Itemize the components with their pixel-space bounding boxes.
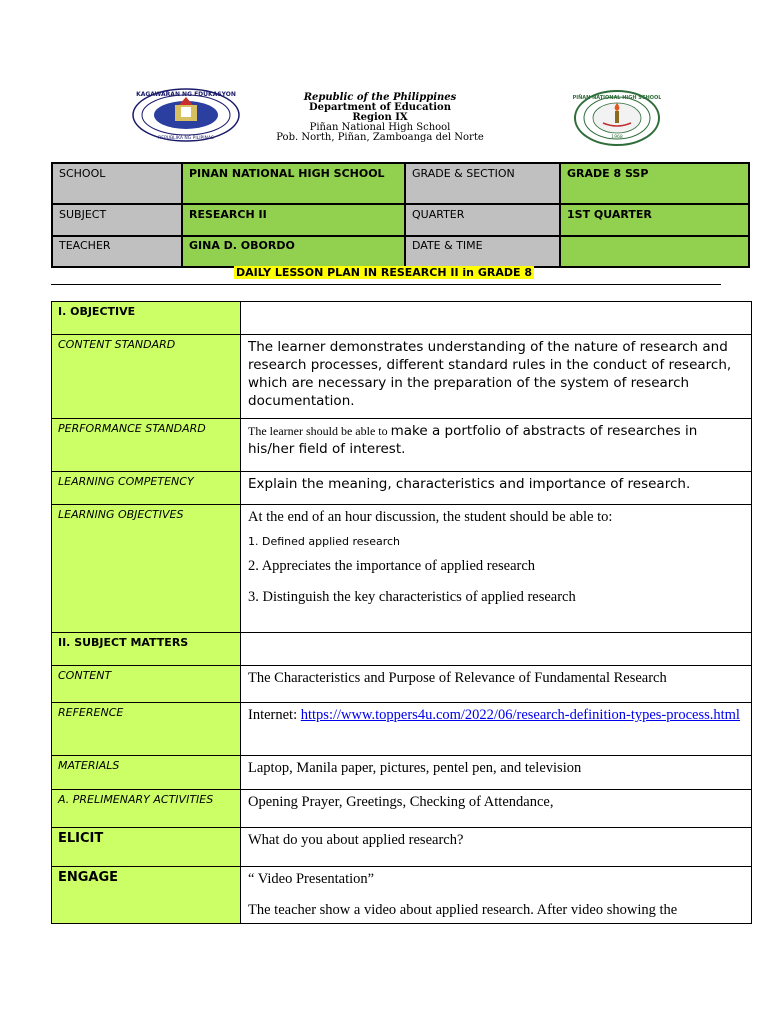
content-standard-label: CONTENT STANDARD: [52, 335, 241, 419]
performance-prefix: The learner should be able to: [248, 424, 391, 438]
subject-value: RESEARCH II: [182, 204, 405, 236]
row-elicit: [52, 828, 752, 867]
subject-label: SUBJECT: [52, 204, 182, 236]
materials-label: MATERIALS: [52, 756, 241, 790]
document-header: [0, 86, 768, 146]
header-line-deped: Department of Education: [309, 102, 451, 113]
svg-text:1968: 1968: [611, 135, 623, 140]
objective-label: I. OBJECTIVE: [52, 302, 241, 335]
row-content-standard: [52, 335, 752, 419]
school-value: PINAN NATIONAL HIGH SCHOOL: [182, 163, 405, 204]
header-line-address: Pob. North, Piñan, Zamboanga del Norte: [276, 132, 484, 143]
engage-label: ENGAGE: [52, 867, 241, 924]
performance-standard-value: [241, 419, 752, 472]
svg-text:REPUBLIKA NG PILIPINAS: REPUBLIKA NG PILIPINAS: [158, 136, 214, 141]
school-seal-icon: [573, 89, 661, 147]
reference-prefix: Internet:: [248, 707, 301, 723]
date-time-value: [560, 236, 749, 267]
lesson-plan-title-text: DAILY LESSON PLAN IN RESEARCH II in GRADE 8: [236, 266, 532, 279]
materials-value: Laptop, Manila paper, pictures, pentel pen, and television: [241, 756, 752, 790]
learning-competency-value: Explain the meaning, characteristics and importance of research.: [241, 472, 752, 505]
svg-text:PIÑAN NATIONAL HIGH SCHOOL: PIÑAN NATIONAL HIGH SCHOOL: [573, 95, 661, 101]
row-materials: [52, 756, 752, 790]
reference-link[interactable]: https://www.toppers4u.com/2022/06/research-definition-types-process.html: [300, 707, 740, 723]
info-row-subject: [52, 204, 749, 236]
grade-section-label: GRADE & SECTION: [405, 163, 560, 204]
teacher-label: TEACHER: [52, 236, 182, 267]
header-line-region: Region IX: [352, 112, 408, 123]
row-learning-competency: [52, 472, 752, 505]
learning-objectives-label: LEARNING OBJECTIVES: [52, 505, 241, 633]
row-learning-objectives: [52, 505, 752, 633]
grade-section-value: GRADE 8 SSP: [560, 163, 749, 204]
date-time-label: DATE & TIME: [405, 236, 560, 267]
preliminary-activities-label: A. PRELIMENARY ACTIVITIES: [52, 790, 241, 828]
reference-label: REFERENCE: [52, 703, 241, 756]
performance-rest: make a portfolio of abstracts of researches in his/her field of interest.: [248, 423, 698, 457]
info-row-school: [52, 163, 749, 204]
deped-seal-icon: [131, 87, 241, 143]
row-reference: [52, 703, 752, 756]
learning-objectives-value: [241, 505, 752, 633]
subject-matters-label: II. SUBJECT MATTERS: [52, 633, 241, 666]
row-engage: [52, 867, 752, 924]
elicit-label: ELICIT: [52, 828, 241, 867]
row-objective: [52, 302, 752, 335]
preliminary-activities-value: Opening Prayer, Greetings, Checking of Attendance,: [241, 790, 752, 828]
objective-item-2: 2. Appreciates the importance of applied research: [248, 558, 536, 574]
engage-value: [241, 867, 752, 924]
objective-item-1: 1. Defined applied research: [248, 535, 401, 548]
quarter-value: 1ST QUARTER: [560, 204, 749, 236]
title-underline: [51, 284, 721, 285]
svg-text:KAGAWARAN NG EDUKASYON: KAGAWARAN NG EDUKASYON: [136, 91, 236, 98]
quarter-label: QUARTER: [405, 204, 560, 236]
objective-item-3: 3. Distinguish the key characteristics of applied research: [248, 589, 576, 605]
elicit-value: What do you about applied research?: [241, 828, 752, 867]
header-text: [255, 93, 505, 143]
content-label: CONTENT: [52, 666, 241, 703]
lesson-plan-table: [51, 301, 752, 924]
objective-value: [241, 302, 752, 335]
performance-standard-label: PERFORMANCE STANDARD: [52, 419, 241, 472]
reference-value: [241, 703, 752, 756]
teacher-value: GINA D. OBORDO: [182, 236, 405, 267]
info-row-teacher: [52, 236, 749, 267]
row-subject-matters: [52, 633, 752, 666]
lesson-plan-title: [0, 266, 768, 279]
row-performance-standard: [52, 419, 752, 472]
engage-line-2: The teacher show a video about applied research. After video showing the: [248, 902, 678, 918]
row-content: [52, 666, 752, 703]
content-standard-value: The learner demonstrates understanding of the nature of research and research processes, different standard rules in the conduct of research, which are necessary in the preparation of the system of research documentation.: [241, 335, 752, 419]
subject-matters-value: [241, 633, 752, 666]
objectives-intro: At the end of an hour discussion, the student should be able to:: [248, 509, 613, 525]
content-value: The Characteristics and Purpose of Relevance of Fundamental Research: [241, 666, 752, 703]
engage-line-1: “ Video Presentation”: [248, 871, 375, 887]
header-line-school: Piñan National High School: [309, 122, 451, 133]
school-label: SCHOOL: [52, 163, 182, 204]
row-preliminary-activities: [52, 790, 752, 828]
learning-competency-label: LEARNING COMPETENCY: [52, 472, 241, 505]
info-table: [51, 162, 750, 268]
header-line-republic: Republic of the Philippines: [303, 92, 457, 103]
